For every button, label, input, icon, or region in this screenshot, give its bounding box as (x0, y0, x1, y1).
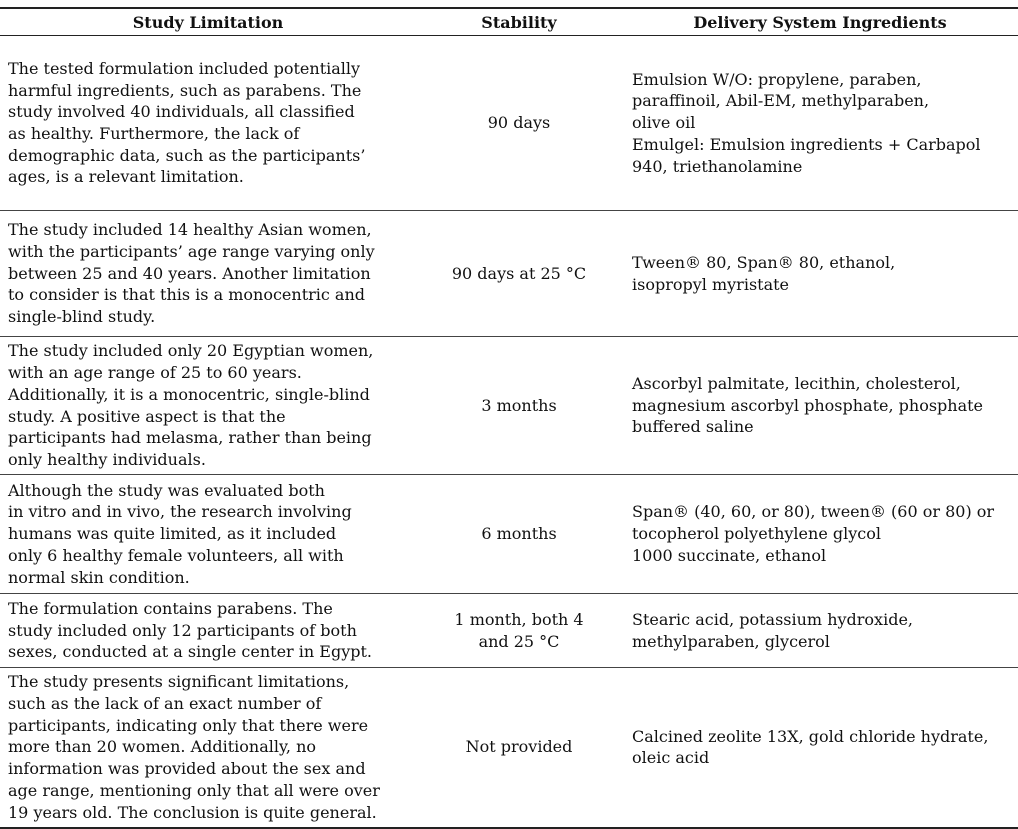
ingredients-cell: Emulsion W/O: propylene, paraben, paraffinoil, Abil-EM, methylparaben, olive oil Emulgel: Emulsion ingredients + Carbapol 940, triethanolamine (622, 36, 1018, 211)
header-study-limitation: Study Limitation (0, 8, 416, 36)
stability-cell: 6 months (416, 475, 622, 594)
limitation-cell: The tested formulation included potentially harmful ingredients, such as parabens. The study involved 40 individuals, all classified as healthy. Furthermore, the lack of demographic data, such as the participants’ ages, is a relevant limitation. (0, 36, 416, 211)
table-row (0, 36, 1018, 211)
ingredients-cell: Stearic acid, potassium hydroxide, methylparaben, glycerol (622, 594, 1018, 668)
study-limitations-table (0, 7, 1018, 829)
table-row (0, 211, 1018, 337)
header-stability: Stability (416, 8, 622, 36)
stability-cell: 3 months (416, 337, 622, 475)
table-row (0, 668, 1018, 828)
stability-cell: 1 month, both 4 and 25 °C (416, 594, 622, 668)
table-row (0, 475, 1018, 594)
limitation-cell: The study included only 20 Egyptian women, with an age range of 25 to 60 years. Additionally, it is a monocentric, single-blind study. A positive aspect is that the participants had melasma, rather than being only healthy individuals. (0, 337, 416, 475)
stability-cell: 90 days (416, 36, 622, 211)
ingredients-cell: Span® (40, 60, or 80), tween® (60 or 80) or tocopherol polyethylene glycol 1000 succinate, ethanol (622, 475, 1018, 594)
header-row (0, 8, 1018, 36)
limitation-cell: The formulation contains parabens. The study included only 12 participants of both sexes, conducted at a single center in Egypt. (0, 594, 416, 668)
stability-cell: 90 days at 25 °C (416, 211, 622, 337)
ingredients-cell: Calcined zeolite 13X, gold chloride hydrate, oleic acid (622, 668, 1018, 828)
ingredients-cell: Tween® 80, Span® 80, ethanol, isopropyl myristate (622, 211, 1018, 337)
limitation-cell: The study presents significant limitations, such as the lack of an exact number of participants, indicating only that there were more than 20 women. Additionally, no information was provided about the sex and age range, mentioning only that all were over 19 years old. The conclusion is quite general. (0, 668, 416, 828)
limitation-cell: The study included 14 healthy Asian women, with the participants’ age range varying only between 25 and 40 years. Another limitation to consider is that this is a monocentric and single-blind study. (0, 211, 416, 337)
table-row (0, 337, 1018, 475)
table-row (0, 594, 1018, 668)
limitation-cell: Although the study was evaluated both in vitro and in vivo, the research involving humans was quite limited, as it included only 6 healthy female volunteers, all with normal skin condition. (0, 475, 416, 594)
ingredients-cell: Ascorbyl palmitate, lecithin, cholesterol, magnesium ascorbyl phosphate, phosphate buffered saline (622, 337, 1018, 475)
header-delivery-system-ingredients: Delivery System Ingredients (622, 8, 1018, 36)
stability-cell: Not provided (416, 668, 622, 828)
